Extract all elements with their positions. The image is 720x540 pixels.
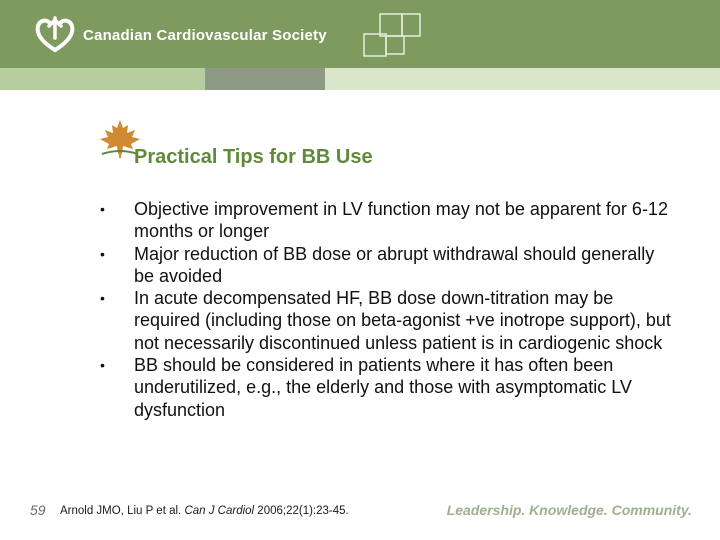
bullet-dot: • — [100, 245, 105, 262]
bullet-list — [96, 198, 676, 421]
citation-journal: Can J Cardiol — [184, 505, 255, 517]
overlapping-squares-icon — [358, 12, 428, 64]
org-name: Canadian Cardiovascular Society — [83, 27, 327, 44]
bullet-item — [96, 287, 676, 354]
header-stripe-middle — [205, 68, 325, 90]
bullet-item — [96, 354, 676, 421]
bullet-text: BB should be considered in patients where it has often been underutilized, e.g., the elderly and those with asymptomatic LV dysfunction — [134, 355, 632, 420]
bullet-text: In acute decompensated HF, BB dose down-titration may be required (including those on beta-agonist +ve inotrope support), but not necessarily discontinued unless patient is in cardiogenic shock — [134, 288, 671, 353]
ccs-heart-logo-icon — [32, 14, 78, 54]
bullet-item — [96, 198, 676, 243]
footer-tagline: Leadership. Knowledge. Community. — [446, 502, 692, 518]
bullet-item — [96, 243, 676, 288]
citation — [60, 505, 349, 517]
slide-number: 59 — [30, 502, 46, 518]
citation-details: 2006;22(1):23-45. — [254, 505, 349, 517]
bullet-dot: • — [100, 357, 105, 374]
header-stripe-right — [325, 68, 720, 90]
bullet-dot: • — [100, 290, 105, 307]
bullet-text: Objective improvement in LV function may not be apparent for 6-12 months or longer — [134, 199, 668, 242]
header-band — [0, 0, 720, 68]
citation-authors: Arnold JMO, Liu P et al. — [60, 505, 185, 517]
slide-title: Practical Tips for BB Use — [134, 146, 373, 168]
bullet-text: Major reduction of BB dose or abrupt withdrawal should generally be avoided — [134, 243, 655, 286]
header-stripe-left — [0, 68, 205, 90]
bullet-dot: • — [100, 201, 105, 217]
